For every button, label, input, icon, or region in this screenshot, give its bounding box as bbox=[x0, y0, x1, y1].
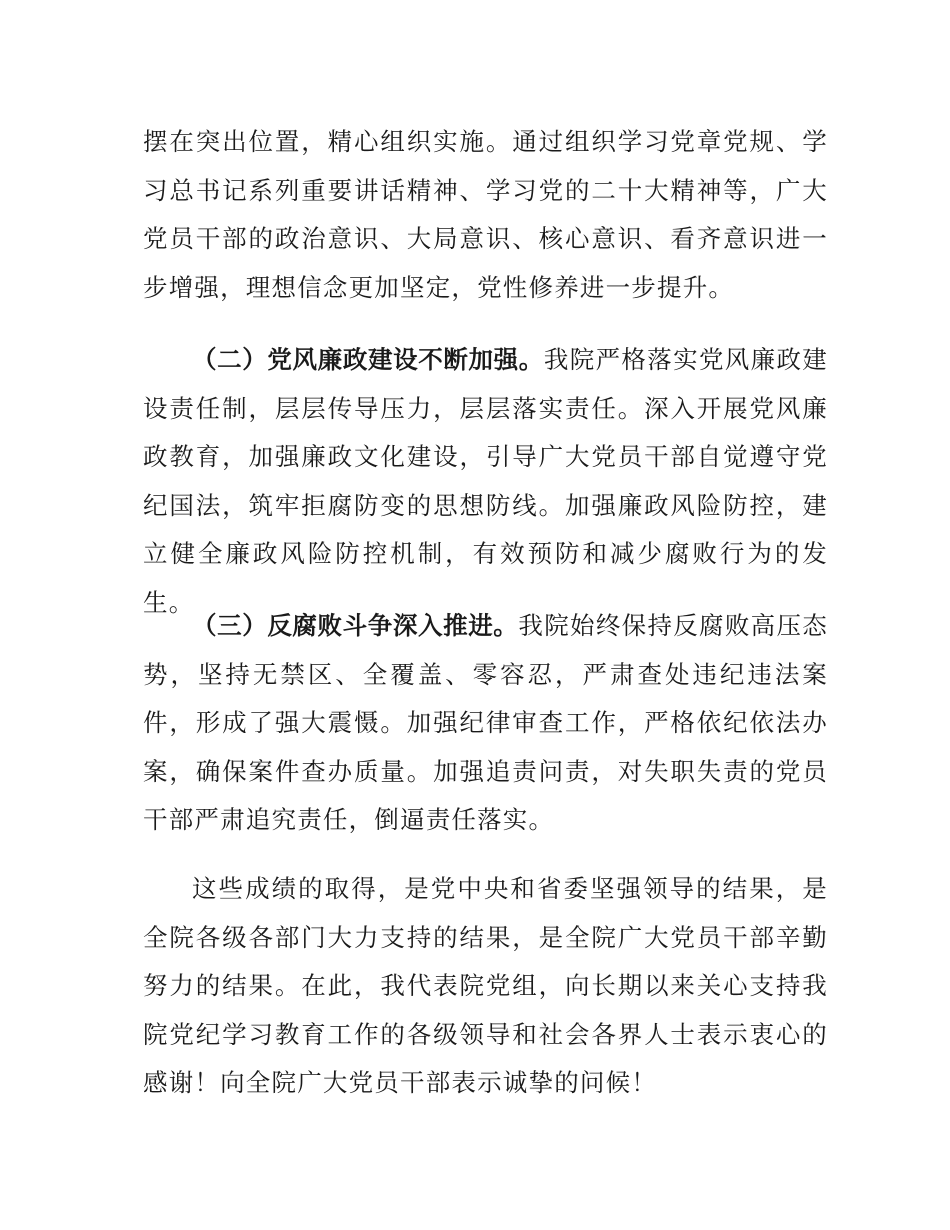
paragraph-text: 摆在突出位置，精心组织实施。通过组织学习党章党规、学习总书记系列重要讲话精神、学习党的二十大精神等，广大党员干部的政治意识、大局意识、核心意识、看齐意识进一步增强，理想信念更加坚定，党性修养进一步提升。 bbox=[143, 127, 828, 302]
paragraph-text: 我院严格落实党风廉政建设责任制，层层传导压力，层层落实责任。深入开展党风廉政教育，加强廉政文化建设，引导广大党员干部自觉遵守党纪国法，筑牢拒腐防变的思想防线。加强廉政风险防控，建立健全廉政风险防控机制，有效预防和减少腐败行为的发生。 bbox=[143, 345, 828, 617]
paragraph-continuation bbox=[143, 118, 828, 312]
section-heading: （二）党风廉政建设不断加强。 bbox=[192, 345, 544, 374]
section-heading: （三）反腐败斗争深入推进。 bbox=[192, 611, 519, 640]
paragraph-text: 这些成绩的取得，是党中央和省委坚强领导的结果，是全院各级各部门大力支持的结果，是全院广大党员干部辛勤努力的结果。在此，我代表院党组，向长期以来关心支持我院党纪学习教育工作的各级领导和社会各界人士表示衷心的感谢！向全院广大党员干部表示诚挚的问候！ bbox=[143, 874, 828, 1097]
paragraph-acknowledgement bbox=[143, 865, 828, 1108]
paragraph-party-conduct bbox=[143, 336, 828, 627]
paragraph-anti-corruption bbox=[143, 602, 828, 845]
paragraph-text: 我院始终保持反腐败高压态势，坚持无禁区、全覆盖、零容忍，严肃查处违纪违法案件，形成了强大震慑。加强纪律审查工作，严格依纪依法办案，确保案件查办质量。加强追责问责，对失职失责的党员干部严肃追究责任，倒逼责任落实。 bbox=[143, 611, 828, 834]
